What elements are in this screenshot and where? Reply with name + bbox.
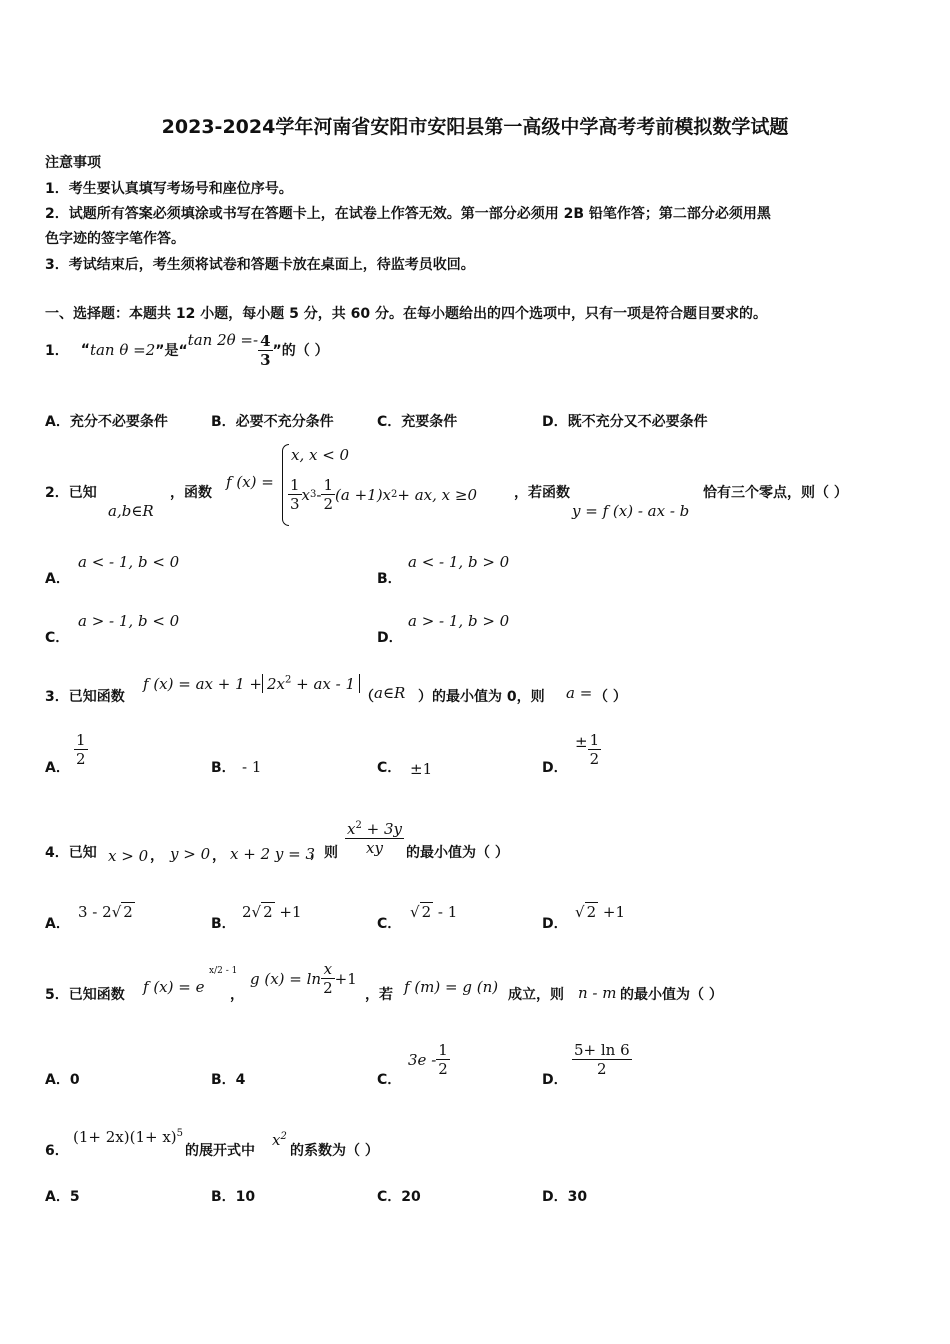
q4-number: 4．已知	[45, 845, 97, 861]
q2-option-d: a > - 1, b > 0	[408, 612, 510, 630]
term: x	[347, 820, 356, 838]
denominator: 2	[76, 750, 86, 768]
fraction-one-half	[74, 731, 88, 768]
q5-equation: f (m) = g (n)	[404, 978, 499, 996]
term: 3e -	[408, 1050, 437, 1069]
denominator: 2	[323, 495, 334, 513]
notice-heading: 注意事项	[45, 155, 101, 171]
q5-option-d	[572, 1041, 632, 1078]
numerator: 1	[76, 731, 86, 749]
q3-option-c-label: C．	[377, 760, 402, 776]
q4-option-a-label: A．	[45, 916, 70, 932]
radicand: 2	[263, 903, 273, 921]
q1-math-1: tan θ =2	[89, 341, 156, 359]
q1-option-a: A．充分不必要条件	[45, 414, 168, 430]
q4-option-c: √ 2 - 1	[410, 903, 458, 921]
term: +1	[598, 903, 625, 921]
denominator: 3	[290, 495, 300, 513]
q5-number: 5．已知函数	[45, 987, 125, 1003]
notice-item-3: 3．考试结束后，考生须将试卷和答题卡放在桌面上，待监考员收回。	[45, 257, 475, 273]
term: f (x) = ax + 1 +	[143, 674, 262, 693]
page-title: 2023-2024学年河南省安阳市安阳县第一高级中学高考考前模拟数学试题	[161, 116, 789, 138]
q6-option-a: A．5	[45, 1189, 80, 1205]
q4-option-c-label: C．	[377, 916, 402, 932]
q3-option-c: ±1	[410, 760, 433, 778]
q6-expression	[73, 1128, 183, 1146]
q3-option-d-label: D．	[542, 760, 568, 776]
radicand: 2	[123, 903, 133, 921]
exponent: 5	[176, 1128, 184, 1139]
term: - 1	[433, 903, 458, 921]
q3-option-d	[575, 731, 601, 768]
numerator: x	[321, 960, 335, 979]
q3-number: 3．已知函数	[45, 689, 125, 705]
q4-fraction	[345, 817, 404, 857]
q5-text: ，若	[365, 987, 393, 1003]
numerator: 1	[290, 476, 300, 494]
denominator: 2	[589, 750, 600, 768]
q4-option-b-label: B．	[211, 916, 236, 932]
numerator: 1	[323, 476, 334, 494]
q6-number: 6．	[45, 1143, 69, 1159]
q2-option-b: a < - 1, b > 0	[408, 553, 510, 571]
q3-option-a	[74, 731, 88, 768]
exponent: 2	[391, 489, 398, 500]
q1-text: “	[80, 342, 90, 358]
q3-a: a =	[566, 684, 593, 702]
q2-g-function: y = f (x) - ax - b	[572, 502, 690, 520]
q5-option-c-label: C．	[377, 1072, 402, 1088]
q4-option-d-label: D．	[542, 916, 568, 932]
q2-option-b-label: B．	[377, 571, 402, 587]
q5-n-minus-m: n - m	[578, 984, 617, 1002]
minus: -	[316, 485, 322, 504]
q4-condition-2: y > 0	[170, 845, 211, 863]
notice-item-2-cont: 色字迹的签字笔作答。	[45, 231, 185, 247]
exponent: 3	[310, 489, 317, 500]
q2-text: ，若函数	[514, 485, 570, 501]
q5-option-c	[408, 1041, 450, 1078]
q4-sep: ，	[150, 848, 164, 864]
notice-item-2: 2．试题所有答案必须填涂或书写在答题卡上，在试卷上作答无效。第一部分必须用 2B 铅笔作答；第二部分必须用黑	[45, 206, 771, 222]
numerator: 5+ ln 6	[574, 1041, 630, 1059]
q1-fraction	[258, 332, 272, 369]
q1-option-b: B．必要不充分条件	[211, 414, 334, 430]
q2-option-a-label: A．	[45, 571, 70, 587]
q5-f: f (x) = e	[143, 978, 205, 996]
q5-text: 成立，则	[508, 987, 564, 1003]
radicand: 2	[586, 903, 597, 921]
q2-text: ，函数	[170, 485, 212, 501]
term: 2x	[266, 675, 285, 693]
term: x	[301, 485, 311, 504]
q2-condition: a,b∈R	[108, 502, 154, 520]
q6-text: 的展开式中	[185, 1143, 255, 1159]
denominator: 3	[260, 350, 271, 369]
exponent: 2	[355, 820, 362, 831]
term: +1	[334, 969, 357, 988]
fraction	[321, 960, 335, 997]
fraction	[345, 817, 404, 857]
q1-option-c: C．充要条件	[377, 414, 458, 430]
term: + ax - 1	[291, 675, 356, 693]
q1-text: ”是“	[155, 343, 188, 359]
exponent: 2	[285, 674, 292, 686]
exponent: 2	[280, 1131, 287, 1142]
q6-text: 的系数为（ ）	[290, 1143, 379, 1159]
absolute-value	[262, 674, 360, 693]
q2-option-c-label: C．	[45, 630, 70, 646]
q1-math-2: tan 2θ =-	[187, 331, 259, 349]
notice-item-1: 1．考生要认真填写考场号和座位序号。	[45, 181, 293, 197]
term: +1	[274, 903, 302, 921]
fraction-one-half	[588, 731, 602, 768]
q3-option-b-label: B．	[211, 760, 236, 776]
fraction-one-half	[321, 476, 335, 513]
q2-text: 恰有三个零点，则（ ）	[703, 485, 848, 501]
q3-text: ）的最小值为 0，则	[418, 689, 545, 705]
question-1	[45, 326, 329, 374]
q2-number: 2．已知	[45, 485, 97, 501]
q2-option-c: a > - 1, b < 0	[78, 612, 180, 630]
q2-case-1: x, x < 0	[291, 446, 350, 464]
q3-function	[143, 674, 360, 693]
denominator: 2	[438, 1060, 448, 1078]
q3-text: （	[360, 689, 374, 705]
term: + ax, x ≥0	[397, 485, 478, 504]
q5-g	[250, 960, 357, 997]
q2-option-d-label: D．	[377, 630, 403, 646]
q5-text: 的最小值为（ ）	[620, 987, 723, 1003]
q1-text: ”的（ ）	[272, 343, 329, 359]
q5-f-exponent: x/2 - 1	[209, 966, 238, 976]
q4-condition-1: x > 0	[108, 847, 149, 865]
denominator: 2	[323, 979, 333, 997]
numerator: 4	[260, 331, 271, 350]
numerator	[345, 817, 404, 839]
denominator: 2	[597, 1060, 607, 1078]
term: g (x) = ln	[250, 969, 322, 988]
numerator: 1	[589, 731, 600, 749]
q4-sep: ，	[212, 848, 226, 864]
fraction	[572, 1041, 632, 1078]
fraction-one-half	[436, 1041, 450, 1078]
denominator: xy	[366, 839, 383, 857]
term: x	[272, 1131, 281, 1149]
q6-option-c: C．20	[377, 1189, 421, 1205]
term: 2	[242, 903, 252, 921]
term: (1+ 2x)(1+ x)	[73, 1128, 177, 1146]
q4-option-d: √ 2 +1	[575, 903, 625, 921]
q6-x-squared	[272, 1131, 287, 1149]
term: (a +1)x	[335, 485, 392, 504]
fraction-one-third	[288, 476, 302, 513]
q6-option-d: D．30	[542, 1189, 588, 1205]
q2-case-2	[288, 476, 477, 513]
q5-option-b: B．4	[211, 1072, 246, 1088]
q4-option-a: 3 - 2√ 2	[78, 903, 133, 921]
q5-sep: ，	[230, 987, 244, 1003]
q4-condition-3: x + 2 y = 3	[230, 845, 315, 863]
q2-option-a: a < - 1, b < 0	[78, 553, 180, 571]
plus-minus: ±	[575, 732, 588, 751]
q5-option-d-label: D．	[542, 1072, 568, 1088]
q6-option-b: B．10	[211, 1189, 256, 1205]
term: + 3y	[361, 820, 402, 838]
radicand: 2	[421, 903, 432, 921]
q3-condition: a∈R	[374, 684, 406, 702]
q3-option-a-label: A．	[45, 760, 70, 776]
q1-option-d: D．既不充分又不必要条件	[542, 414, 708, 430]
section-heading: 一、选择题：本题共 12 小题，每小题 5 分，共 60 分。在每小题给出的四个选项中，只有一项是符合题目要求的。	[45, 306, 767, 322]
q2-function: f (x) =	[226, 473, 274, 491]
q4-text: ，则	[310, 845, 338, 861]
q3-text: （ ）	[594, 689, 627, 705]
q1-number: 1．	[45, 343, 69, 359]
q4-text: 的最小值为（ ）	[406, 845, 509, 861]
term: 3 - 2	[78, 903, 112, 921]
q5-option-a: A．0	[45, 1072, 80, 1088]
q4-option-b: 2√ 2 +1	[242, 903, 302, 921]
numerator: 1	[438, 1041, 448, 1059]
q3-option-b: - 1	[242, 758, 262, 776]
